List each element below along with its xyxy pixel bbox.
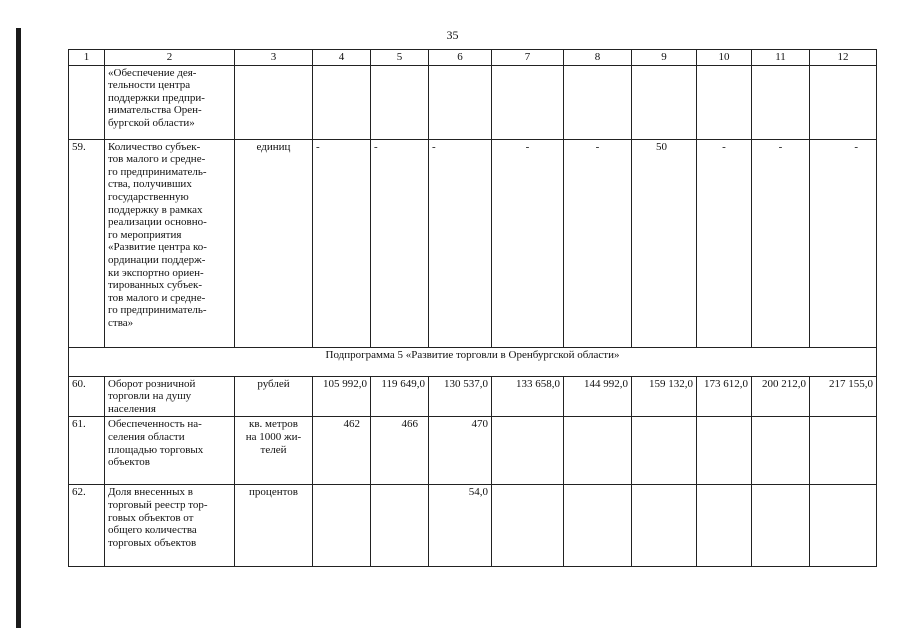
value-cell: 159 132,0 bbox=[632, 376, 697, 417]
value-cell bbox=[492, 65, 564, 139]
value-cell bbox=[564, 65, 632, 139]
value-cell bbox=[492, 417, 564, 485]
value-cell bbox=[810, 65, 877, 139]
row-number: 62. bbox=[69, 485, 105, 567]
value-cell: - bbox=[564, 139, 632, 347]
value-cell bbox=[697, 65, 752, 139]
value-cell bbox=[371, 65, 429, 139]
header-row bbox=[69, 50, 877, 66]
table-row bbox=[69, 65, 877, 139]
header-cell: 11 bbox=[752, 50, 810, 66]
header-cell: 7 bbox=[492, 50, 564, 66]
value-cell bbox=[564, 417, 632, 485]
page-number: 35 bbox=[446, 28, 459, 42]
value-cell bbox=[632, 65, 697, 139]
table-row bbox=[69, 376, 877, 417]
header-cell: 12 bbox=[810, 50, 877, 66]
value-cell bbox=[697, 485, 752, 567]
value-cell: - bbox=[492, 139, 564, 347]
value-cell: 130 537,0 bbox=[429, 376, 492, 417]
value-cell bbox=[371, 485, 429, 567]
value-cell bbox=[810, 417, 877, 485]
indicator-name: Доля внесенных в торговый реестр тор- говых объектов от общего количества торговых объектов bbox=[105, 485, 235, 567]
value-cell bbox=[632, 485, 697, 567]
table-row bbox=[69, 139, 877, 347]
value-cell bbox=[810, 485, 877, 567]
value-cell bbox=[492, 485, 564, 567]
unit-cell: единиц bbox=[235, 139, 313, 347]
value-cell bbox=[313, 485, 371, 567]
header-cell: 10 bbox=[697, 50, 752, 66]
unit-cell bbox=[235, 65, 313, 139]
indicator-name: Обеспеченность на- селения области площадью торговых объектов bbox=[105, 417, 235, 485]
unit-cell: кв. метров на 1000 жи- телей bbox=[235, 417, 313, 485]
value-cell: 50 bbox=[632, 139, 697, 347]
table-row bbox=[69, 417, 877, 485]
value-cell bbox=[429, 65, 492, 139]
value-cell: 217 155,0 bbox=[810, 376, 877, 417]
value-cell bbox=[564, 485, 632, 567]
row-number: 61. bbox=[69, 417, 105, 485]
binding-edge bbox=[16, 28, 21, 628]
value-cell: - bbox=[371, 139, 429, 347]
subprogram-title: Подпрограмма 5 «Развитие торговли в Оренбургской области» bbox=[69, 347, 877, 376]
subprogram-row bbox=[69, 347, 877, 376]
value-cell: - bbox=[752, 139, 810, 347]
value-cell bbox=[752, 417, 810, 485]
unit-cell: рублей bbox=[235, 376, 313, 417]
value-cell: 470 bbox=[429, 417, 492, 485]
value-cell: 144 992,0 bbox=[564, 376, 632, 417]
value-cell: 119 649,0 bbox=[371, 376, 429, 417]
value-cell: - bbox=[429, 139, 492, 347]
value-cell: 54,0 bbox=[429, 485, 492, 567]
value-cell bbox=[697, 417, 752, 485]
header-cell: 4 bbox=[313, 50, 371, 66]
header-cell: 6 bbox=[429, 50, 492, 66]
indicator-name: «Обеспечение дея- тельности центра поддержки предпри- нимательства Орен- бургской области» bbox=[105, 65, 235, 139]
value-cell: 105 992,0 bbox=[313, 376, 371, 417]
unit-cell: процентов bbox=[235, 485, 313, 567]
table-row bbox=[69, 485, 877, 567]
indicator-table bbox=[68, 49, 877, 567]
row-number: 60. bbox=[69, 376, 105, 417]
value-cell: 200 212,0 bbox=[752, 376, 810, 417]
indicator-name: Оборот розничной торговли на душу населения bbox=[105, 376, 235, 417]
value-cell: - bbox=[313, 139, 371, 347]
header-cell: 8 bbox=[564, 50, 632, 66]
row-number: 59. bbox=[69, 139, 105, 347]
header-cell: 1 bbox=[69, 50, 105, 66]
header-cell: 2 bbox=[105, 50, 235, 66]
value-cell bbox=[632, 417, 697, 485]
row-number bbox=[69, 65, 105, 139]
value-cell: - bbox=[697, 139, 752, 347]
header-cell: 5 bbox=[371, 50, 429, 66]
indicator-name: Количество субъек- тов малого и средне- го предприниматель- ства, получивших государственную поддержку в рамках реализации основно- го мероприятия «Развитие центра ко- ординации поддерж- ки экспортно ориен- тированных субъек- тов малого и средне- го предприниматель- ства» bbox=[105, 139, 235, 347]
value-cell: 173 612,0 bbox=[697, 376, 752, 417]
value-cell bbox=[313, 65, 371, 139]
value-cell: 133 658,0 bbox=[492, 376, 564, 417]
value-cell: - bbox=[810, 139, 877, 347]
value-cell: 466 bbox=[371, 417, 429, 485]
value-cell bbox=[752, 65, 810, 139]
header-cell: 3 bbox=[235, 50, 313, 66]
value-cell: 462 bbox=[313, 417, 371, 485]
header-cell: 9 bbox=[632, 50, 697, 66]
value-cell bbox=[752, 485, 810, 567]
